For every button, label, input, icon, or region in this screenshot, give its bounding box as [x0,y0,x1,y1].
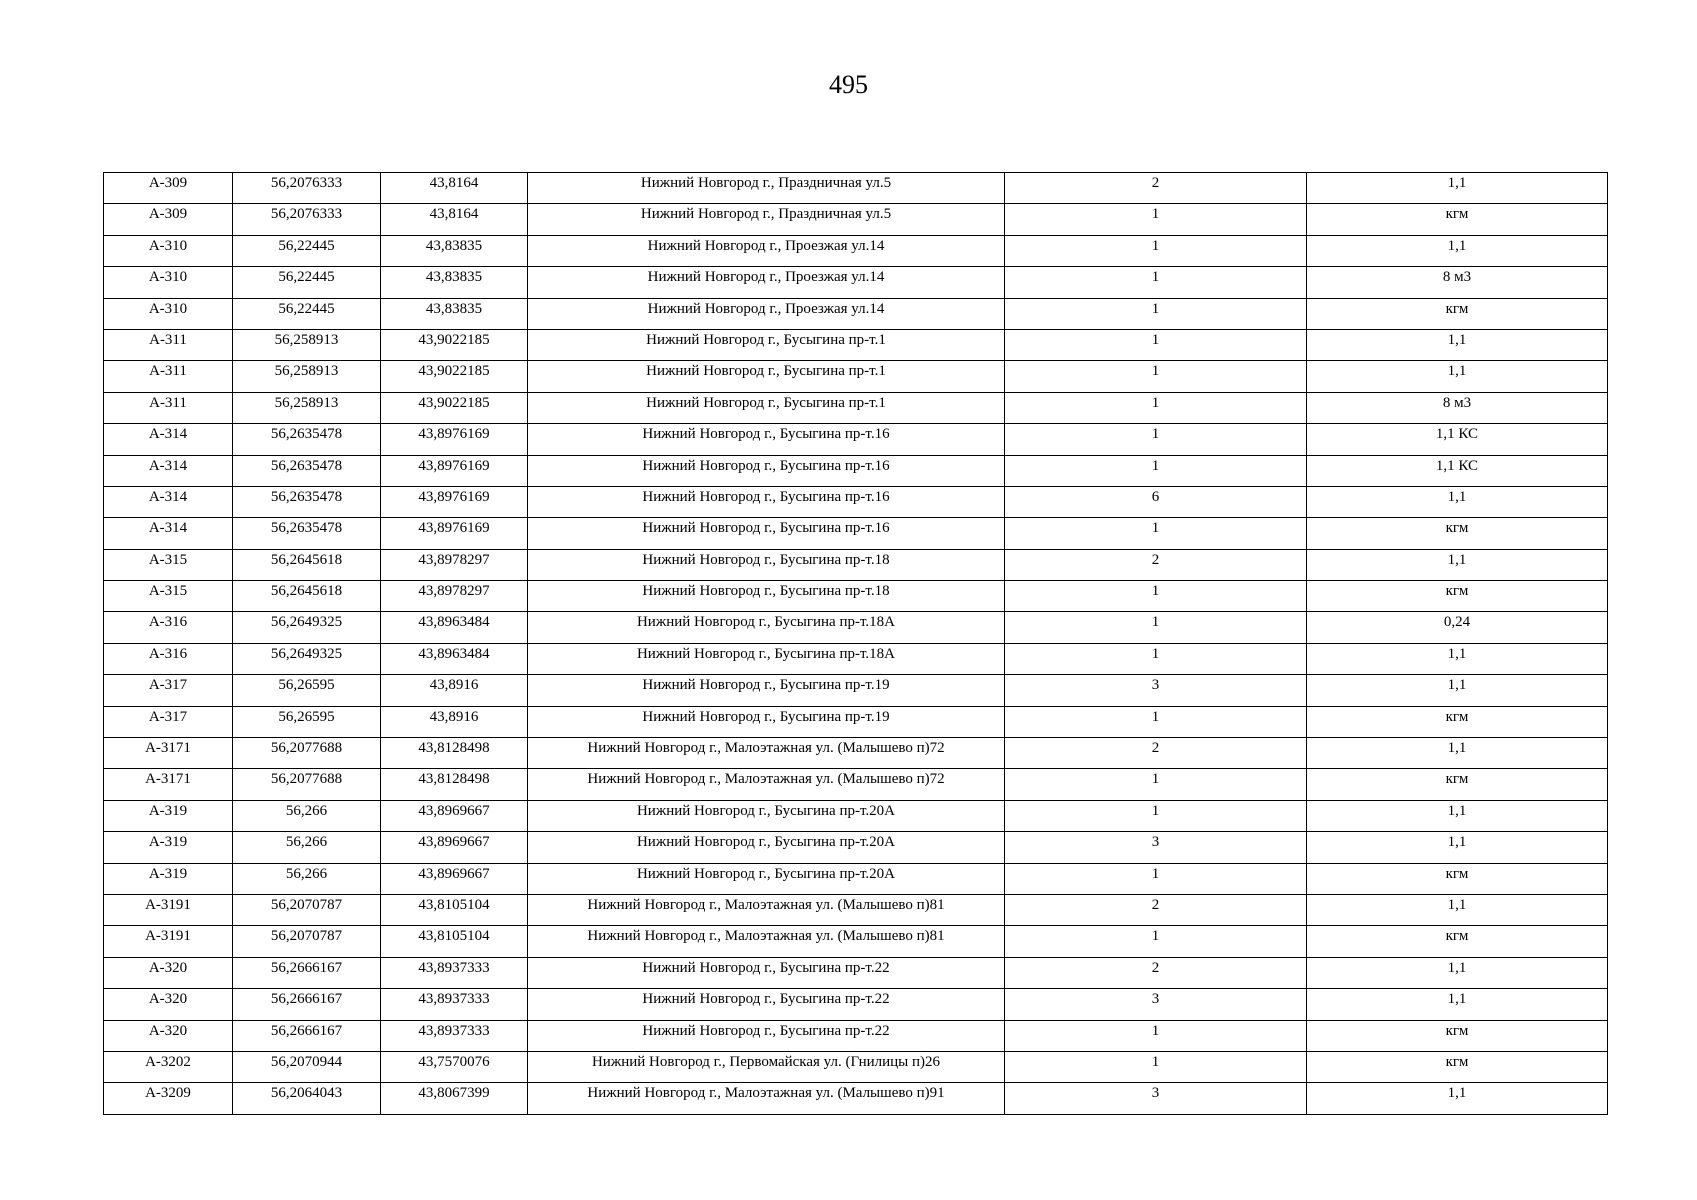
address-cell: Нижний Новгород г., Бусыгина пр-т.19 [528,675,1005,706]
address-cell: Нижний Новгород г., Малоэтажная ул. (Малышево п)81 [528,894,1005,925]
address-cell: Нижний Новгород г., Бусыгина пр-т.16 [528,486,1005,517]
address-cell: Нижний Новгород г., Бусыгина пр-т.20А [528,832,1005,863]
site-id-cell: А-309 [104,173,233,204]
volume-cell: 1,1 [1307,235,1608,266]
volume-cell: кгм [1307,769,1608,800]
count-cell: 1 [1005,455,1307,486]
longitude-cell: 43,8937333 [381,1020,528,1051]
latitude-cell: 56,2645618 [233,549,381,580]
latitude-cell: 56,266 [233,832,381,863]
volume-cell: кгм [1307,863,1608,894]
count-cell: 3 [1005,989,1307,1020]
latitude-cell: 56,2070944 [233,1051,381,1082]
latitude-cell: 56,2649325 [233,612,381,643]
address-cell: Нижний Новгород г., Бусыгина пр-т.1 [528,361,1005,392]
latitude-cell: 56,26595 [233,675,381,706]
volume-cell: 1,1 [1307,738,1608,769]
longitude-cell: 43,8164 [381,173,528,204]
address-cell: Нижний Новгород г., Малоэтажная ул. (Малышево п)72 [528,769,1005,800]
table-row [104,455,1608,486]
site-id-cell: А-311 [104,361,233,392]
latitude-cell: 56,2635478 [233,424,381,455]
site-id-cell: А-319 [104,832,233,863]
table-row [104,926,1608,957]
longitude-cell: 43,7570076 [381,1051,528,1082]
site-id-cell: А-316 [104,612,233,643]
address-cell: Нижний Новгород г., Бусыгина пр-т.16 [528,424,1005,455]
volume-cell: 1,1 [1307,643,1608,674]
longitude-cell: 43,8978297 [381,549,528,580]
count-cell: 1 [1005,361,1307,392]
address-cell: Нижний Новгород г., Бусыгина пр-т.22 [528,957,1005,988]
volume-cell: 1,1 КС [1307,455,1608,486]
latitude-cell: 56,2649325 [233,643,381,674]
longitude-cell: 43,9022185 [381,361,528,392]
volume-cell: 1,1 [1307,486,1608,517]
address-cell: Нижний Новгород г., Бусыгина пр-т.20А [528,863,1005,894]
latitude-cell: 56,2666167 [233,957,381,988]
volume-cell: 1,1 [1307,549,1608,580]
latitude-cell: 56,2077688 [233,738,381,769]
longitude-cell: 43,8128498 [381,769,528,800]
table-row [104,1083,1608,1114]
longitude-cell: 43,8105104 [381,926,528,957]
table-row [104,581,1608,612]
volume-cell: кгм [1307,926,1608,957]
latitude-cell: 56,2635478 [233,486,381,517]
site-id-cell: А-3191 [104,894,233,925]
table-row [104,392,1608,423]
count-cell: 1 [1005,1051,1307,1082]
address-cell: Нижний Новгород г., Малоэтажная ул. (Малышево п)72 [528,738,1005,769]
table-row [104,267,1608,298]
latitude-cell: 56,266 [233,800,381,831]
site-id-cell: А-309 [104,204,233,235]
count-cell: 1 [1005,392,1307,423]
address-cell: Нижний Новгород г., Малоэтажная ул. (Малышево п)91 [528,1083,1005,1114]
table-row [104,832,1608,863]
table-row [104,643,1608,674]
count-cell: 3 [1005,832,1307,863]
site-id-cell: А-315 [104,581,233,612]
table-row [104,235,1608,266]
count-cell: 1 [1005,204,1307,235]
volume-cell: кгм [1307,1020,1608,1051]
latitude-cell: 56,266 [233,863,381,894]
site-id-cell: А-320 [104,1020,233,1051]
longitude-cell: 43,9022185 [381,329,528,360]
latitude-cell: 56,2645618 [233,581,381,612]
count-cell: 1 [1005,424,1307,455]
latitude-cell: 56,22445 [233,235,381,266]
count-cell: 2 [1005,957,1307,988]
latitude-cell: 56,258913 [233,392,381,423]
table-row [104,298,1608,329]
latitude-cell: 56,2666167 [233,989,381,1020]
address-cell: Нижний Новгород г., Бусыгина пр-т.18 [528,549,1005,580]
latitude-cell: 56,2635478 [233,518,381,549]
latitude-cell: 56,2076333 [233,173,381,204]
count-cell: 1 [1005,581,1307,612]
latitude-cell: 56,22445 [233,298,381,329]
site-id-cell: А-311 [104,392,233,423]
address-cell: Нижний Новгород г., Бусыгина пр-т.16 [528,455,1005,486]
address-cell: Нижний Новгород г., Проезжая ул.14 [528,267,1005,298]
longitude-cell: 43,8963484 [381,643,528,674]
address-cell: Нижний Новгород г., Бусыгина пр-т.16 [528,518,1005,549]
address-cell: Нижний Новгород г., Проезжая ул.14 [528,298,1005,329]
address-cell: Нижний Новгород г., Бусыгина пр-т.18 [528,581,1005,612]
site-id-cell: А-3171 [104,738,233,769]
count-cell: 1 [1005,863,1307,894]
table-row [104,204,1608,235]
longitude-cell: 43,8976169 [381,455,528,486]
volume-cell: 1,1 [1307,675,1608,706]
count-cell: 3 [1005,1083,1307,1114]
site-id-cell: А-314 [104,486,233,517]
site-id-cell: А-314 [104,424,233,455]
table-body [104,173,1608,1115]
count-cell: 1 [1005,267,1307,298]
table-row [104,800,1608,831]
table-row [104,361,1608,392]
count-cell: 2 [1005,549,1307,580]
count-cell: 1 [1005,518,1307,549]
count-cell: 2 [1005,894,1307,925]
volume-cell: кгм [1307,518,1608,549]
site-id-cell: А-310 [104,267,233,298]
longitude-cell: 43,83835 [381,298,528,329]
site-id-cell: А-310 [104,235,233,266]
address-cell: Нижний Новгород г., Праздничная ул.5 [528,204,1005,235]
site-id-cell: А-314 [104,518,233,549]
table-row [104,863,1608,894]
address-cell: Нижний Новгород г., Первомайская ул. (Гнилицы п)26 [528,1051,1005,1082]
longitude-cell: 43,8969667 [381,800,528,831]
latitude-cell: 56,258913 [233,329,381,360]
latitude-cell: 56,2666167 [233,1020,381,1051]
address-cell: Нижний Новгород г., Бусыгина пр-т.22 [528,989,1005,1020]
site-id-cell: А-314 [104,455,233,486]
longitude-cell: 43,8969667 [381,832,528,863]
latitude-cell: 56,258913 [233,361,381,392]
site-id-cell: А-311 [104,329,233,360]
volume-cell: 0,24 [1307,612,1608,643]
volume-cell: 1,1 [1307,800,1608,831]
count-cell: 1 [1005,329,1307,360]
table-row [104,424,1608,455]
count-cell: 1 [1005,298,1307,329]
volume-cell: кгм [1307,581,1608,612]
longitude-cell: 43,8128498 [381,738,528,769]
data-table [103,172,1608,1115]
volume-cell: кгм [1307,204,1608,235]
longitude-cell: 43,83835 [381,267,528,298]
longitude-cell: 43,8916 [381,706,528,737]
site-id-cell: А-317 [104,706,233,737]
volume-cell: 8 м3 [1307,392,1608,423]
latitude-cell: 56,26595 [233,706,381,737]
count-cell: 1 [1005,926,1307,957]
table-row [104,1020,1608,1051]
count-cell: 3 [1005,675,1307,706]
count-cell: 1 [1005,643,1307,674]
longitude-cell: 43,8978297 [381,581,528,612]
table-row [104,612,1608,643]
volume-cell: 1,1 [1307,957,1608,988]
longitude-cell: 43,8963484 [381,612,528,643]
volume-cell: кгм [1307,1051,1608,1082]
latitude-cell: 56,2635478 [233,455,381,486]
longitude-cell: 43,8976169 [381,518,528,549]
site-id-cell: А-3191 [104,926,233,957]
longitude-cell: 43,8937333 [381,957,528,988]
address-cell: Нижний Новгород г., Бусыгина пр-т.1 [528,392,1005,423]
longitude-cell: 43,8976169 [381,486,528,517]
volume-cell: кгм [1307,298,1608,329]
site-id-cell: А-319 [104,863,233,894]
latitude-cell: 56,2076333 [233,204,381,235]
site-id-cell: А-320 [104,957,233,988]
table-row [104,173,1608,204]
count-cell: 1 [1005,1020,1307,1051]
count-cell: 2 [1005,173,1307,204]
table-row [104,957,1608,988]
longitude-cell: 43,8067399 [381,1083,528,1114]
volume-cell: 1,1 КС [1307,424,1608,455]
table-row [104,675,1608,706]
address-cell: Нижний Новгород г., Бусыгина пр-т.1 [528,329,1005,360]
table-row [104,894,1608,925]
volume-cell: 1,1 [1307,173,1608,204]
address-cell: Нижний Новгород г., Проезжая ул.14 [528,235,1005,266]
address-cell: Нижний Новгород г., Бусыгина пр-т.20А [528,800,1005,831]
table-row [104,1051,1608,1082]
volume-cell: 1,1 [1307,361,1608,392]
longitude-cell: 43,9022185 [381,392,528,423]
site-id-cell: А-320 [104,989,233,1020]
table-row [104,769,1608,800]
table-row [104,549,1608,580]
site-id-cell: А-3209 [104,1083,233,1114]
site-id-cell: А-315 [104,549,233,580]
longitude-cell: 43,8969667 [381,863,528,894]
volume-cell: кгм [1307,706,1608,737]
site-id-cell: А-319 [104,800,233,831]
page-number: 495 [829,70,868,99]
count-cell: 1 [1005,235,1307,266]
latitude-cell: 56,2064043 [233,1083,381,1114]
longitude-cell: 43,8164 [381,204,528,235]
address-cell: Нижний Новгород г., Бусыгина пр-т.19 [528,706,1005,737]
count-cell: 1 [1005,706,1307,737]
longitude-cell: 43,8937333 [381,989,528,1020]
table-row [104,486,1608,517]
count-cell: 6 [1005,486,1307,517]
table-row [104,738,1608,769]
count-cell: 1 [1005,612,1307,643]
site-id-cell: А-317 [104,675,233,706]
volume-cell: 8 м3 [1307,267,1608,298]
address-cell: Нижний Новгород г., Бусыгина пр-т.18А [528,643,1005,674]
longitude-cell: 43,8976169 [381,424,528,455]
latitude-cell: 56,2077688 [233,769,381,800]
volume-cell: 1,1 [1307,894,1608,925]
latitude-cell: 56,22445 [233,267,381,298]
latitude-cell: 56,2070787 [233,894,381,925]
address-cell: Нижний Новгород г., Малоэтажная ул. (Малышево п)81 [528,926,1005,957]
longitude-cell: 43,8105104 [381,894,528,925]
volume-cell: 1,1 [1307,1083,1608,1114]
volume-cell: 1,1 [1307,989,1608,1020]
address-cell: Нижний Новгород г., Бусыгина пр-т.22 [528,1020,1005,1051]
table-row [104,329,1608,360]
table-row [104,518,1608,549]
volume-cell: 1,1 [1307,832,1608,863]
site-id-cell: А-316 [104,643,233,674]
count-cell: 1 [1005,800,1307,831]
longitude-cell: 43,83835 [381,235,528,266]
site-id-cell: А-3202 [104,1051,233,1082]
site-id-cell: А-3171 [104,769,233,800]
table-row [104,706,1608,737]
count-cell: 2 [1005,738,1307,769]
table-row [104,989,1608,1020]
volume-cell: 1,1 [1307,329,1608,360]
count-cell: 1 [1005,769,1307,800]
site-id-cell: А-310 [104,298,233,329]
latitude-cell: 56,2070787 [233,926,381,957]
address-cell: Нижний Новгород г., Праздничная ул.5 [528,173,1005,204]
longitude-cell: 43,8916 [381,675,528,706]
address-cell: Нижний Новгород г., Бусыгина пр-т.18А [528,612,1005,643]
